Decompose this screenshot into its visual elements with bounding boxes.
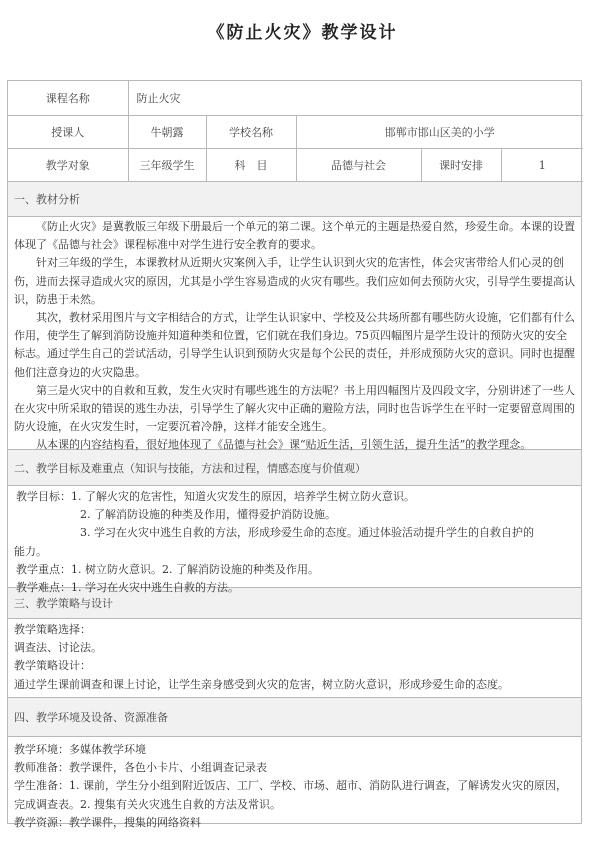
- section-body-environment: [8, 737, 581, 829]
- environment-line: 教师准备：教学课件，各色小卡片、小组调查记录表: [14, 761, 267, 775]
- section-heading: 二、教学目标及难重点（知识与技能，方法和过程，情感态度与价值观）: [8, 449, 581, 486]
- target-value: 三年级学生: [128, 149, 206, 182]
- strategy-line: 教学策略设计：: [14, 659, 91, 673]
- target-label: 教学对象: [8, 149, 128, 182]
- paragraph: 其次，教材采用图片与文字相结合的方式，让学生认识家中、学校及公共场所都有哪些防火设施，它们都有什么作用，使学生了解到消防设施并知道种类和位置，它们就在我们身边。75页四幅图片是学生设计的预防火灾的安全标志。通过学生自己的尝试活动，引导学生认识到预防火灾是每个公民的责任，并形成预防火灾的意识。同时也提醒他们注意身边的火灾隐患。: [14, 311, 575, 379]
- goal-line: [16, 488, 575, 506]
- paragraph: 《防止火灾》是冀教版三年级下册最后一个单元的第二课。这个单元的主题是热爱自然，珍爱生命。本课的设置体现了《品德与社会》课程标准中对学生进行安全教育的要求。: [14, 220, 575, 252]
- key-points: 教学重点：1. 树立防火意识。2. 了解消防设施的种类及作用。: [16, 562, 319, 576]
- paragraph: 针对三年级的学生，本课教材从近期火灾案例入手，让学生认识到火灾的危害性，体会灾害带给人们心灵的创伤，进而去探寻造成火灾的原因，尤其是小学生容易造成的火灾有哪些。我们应如何去预防火灾，引导学生要提高认识，防患于未然。: [14, 256, 575, 306]
- paragraph: 从本课的内容结构看，很好地体现了《品德与社会》课“贴近生活，引领生活，提升生活”的教学理念。: [36, 438, 532, 452]
- subject-label: 科 目: [206, 149, 296, 182]
- strategy-line: 教学策略选择：: [14, 623, 91, 636]
- environment-line: 教学环境：多媒体教学环境: [14, 743, 146, 756]
- section-heading: 三、教学策略与设计: [8, 587, 581, 619]
- teacher-value: 牛朝露: [128, 116, 206, 149]
- section-heading: 四、教学环境及设备、资源准备: [8, 697, 581, 737]
- subject-value: 品德与社会: [296, 149, 421, 182]
- section-body-material-analysis: [8, 217, 581, 452]
- school-label: 学校名称: [206, 116, 296, 149]
- school-value: 邯郸市邯山区美的小学: [296, 116, 583, 149]
- hours-value: 1: [501, 149, 583, 182]
- document-title: 《防止火灾》教学设计: [207, 23, 398, 43]
- environment-line: 教学资源：教学课件，搜集的网络资料: [14, 815, 201, 829]
- strategy-line: 通过学生课前调查和课上讨论，让学生亲身感受到火灾的危害，树立防火意识，形成珍爱生命的态度。: [14, 677, 509, 691]
- goal-item-continued: 能力。: [14, 544, 47, 558]
- strategy-line: 调查法、讨论法。: [14, 641, 102, 655]
- section-body-objectives: [8, 486, 581, 595]
- course-info-table: [8, 81, 583, 182]
- course-name-label: 课程名称: [8, 81, 128, 116]
- goal-item: 2. 了解消防设施的种类及作用，懂得爱护消防设施。: [80, 508, 336, 522]
- difficulties: 教学难点：1. 学习在火灾中逃生自救的方法。: [16, 581, 239, 595]
- lesson-plan-table: [7, 80, 582, 829]
- course-name-value: 防止火灾: [128, 81, 583, 116]
- section-body-strategy: [8, 619, 581, 697]
- hours-label: 课时安排: [421, 149, 501, 182]
- section-heading: 一、教材分析: [8, 182, 581, 217]
- goal-item: 3. 学习在火灾中逃生自救的方法，形成珍爱生命的态度。通过体验活动提升学生的自救自护的: [80, 526, 534, 540]
- environment-line: 学生准备：1. 课前，学生分小组到附近饭店、工厂、学校、市场、超市、消防队进行调查，了解诱发火灾的原因，完成调查表。2. 搜集有关火灾逃生自救的方法及常识。: [14, 779, 567, 811]
- goal-item: 1. 了解火灾的危害性，知道火灾发生的原因，培养学生树立防火意识。: [71, 490, 415, 503]
- teacher-label: 授课人: [8, 116, 128, 149]
- paragraph: 第三是火灾中的自救和互救，发生火灾时有哪些逃生的方法呢？书上用四幅图片及四段文字，分别讲述了一些人在火灾中所采取的错误的逃生办法，引导学生了解火灾中正确的避险方法，同时也告诉学生在平时一定要留意周围的防火设施，在火灾发生时，一定要沉着冷静，这样才能安全逃生。: [14, 383, 575, 434]
- goals-label: 教学目标：: [16, 490, 71, 503]
